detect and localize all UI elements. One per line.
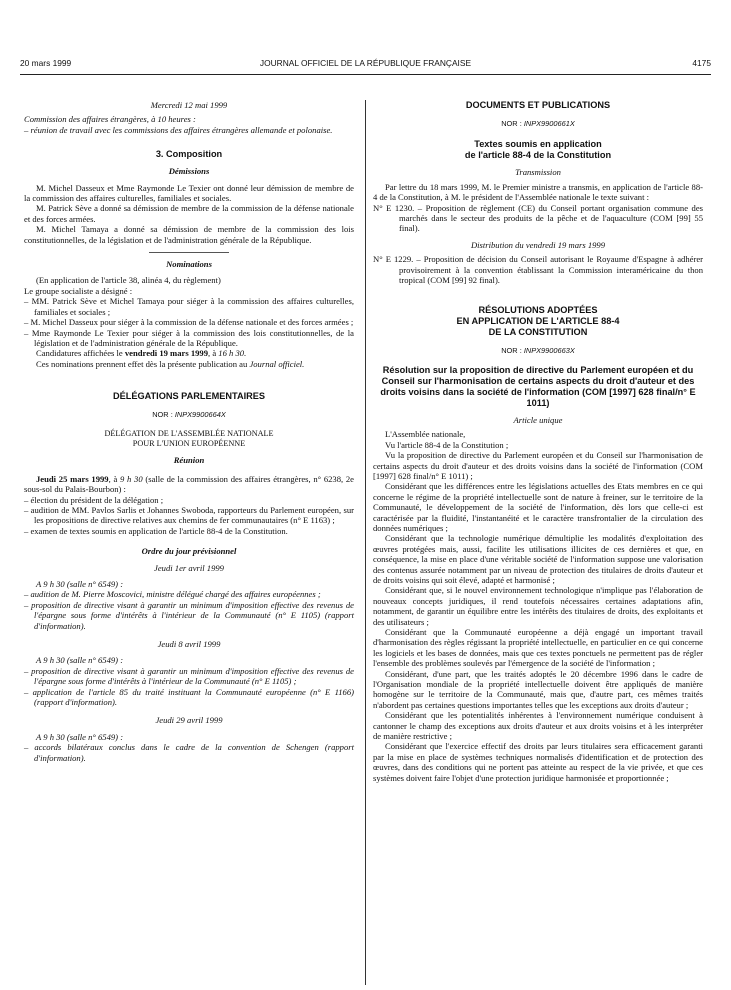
nominations-group: Le groupe socialiste a désigné :	[24, 285, 133, 296]
article-unique: Article unique	[513, 414, 563, 425]
delegations-heading: DÉLÉGATIONS PARLEMENTAIRES	[112, 391, 266, 402]
reunion-date-line: Jeudi 25 mars 1999, à 9 h 30 (salle de la commission des affaires étrangères, n° 6238, 2e sous-sol du Palais-Bourbon) :	[24, 473, 354, 495]
resolution-paragraph: Considérant que la Communauté européenne a déjà engagé un important travail d'harmonisation des règles régissant la propriété intellectuelle, en particulier en ce qui concerne les logiciels et les bases de données, mais que ces textes ponctuels ne permettent pas de régler l'ensemble des problèmes soulevés par l'émergence de la société de l'information ;	[373, 627, 703, 669]
transmission-paragraph: Par lettre du 18 mars 1999, M. le Premier ministre a transmis, en application de l'article 88-4 de la Constitution, à M. le président de l'Assemblée nationale le texte suivant :	[373, 181, 703, 203]
agenda-item: – proposition de directive visant à garantir un minimum d'imposition effective des revenus de l'épargne sous forme d'intérêts à l'intérieur de la Communauté (n° E 1105) (rapport d'information).	[24, 599, 354, 631]
reunion-heading: Réunion	[173, 455, 205, 466]
page-header	[20, 58, 711, 70]
page-number: 4175	[692, 58, 711, 68]
reunion-item: – élection du président de la délégation ;	[24, 494, 164, 505]
column-divider	[365, 100, 366, 985]
agenda-time: A 9 h 30 (salle n° 6549) :	[36, 579, 124, 589]
nomination-item: – M. Michel Dasseux pour siéger à la commission de la défense nationale et des forces armées ;	[24, 317, 354, 328]
separator	[149, 252, 229, 253]
resolution-paragraph: L'Assemblée nationale,	[385, 429, 466, 440]
agenda-item: – audition de M. Pierre Moscovici, ministre délégué chargé des affaires européennes ;	[24, 589, 321, 600]
resolution-paragraph: Considérant, d'une part, que les traités adoptés le 20 décembre 1996 dans le cadre de l'Organisation mondiale de la propriété intellectuelle doivent être appliqués de manière homogène sur le territoire de la Communauté, mais que, d'autre part, ces mêmes traités n'abordent pas certaines questions importantes telles que les exceptions aux droits d'auteur ;	[373, 668, 703, 710]
reunion-item: – audition de MM. Pavlos Sarlis et Johannes Swoboda, rapporteurs du Parlement européen, sur les propositions de directive relatives aux chemins de fer communautaires (n° E 1163) ;	[24, 504, 354, 526]
effet-line: Ces nominations prennent effet dès la présente publication au Journal officiel.	[36, 358, 305, 369]
resolutions-heading-1: RÉSOLUTIONS ADOPTÉES	[478, 305, 598, 316]
issue-date: 20 mars 1999	[20, 58, 72, 68]
nor-reference: NOR : INPX9900661X	[501, 119, 575, 128]
resolution-paragraph: Vu l'article 88-4 de la Constitution ;	[385, 439, 509, 450]
delegation-title-2: POUR L'UNION EUROPÉENNE	[132, 438, 246, 448]
demission-paragraph: M. Michel Dasseux et Mme Raymonde Le Texier ont donné leur démission de membre de la commission des affaires culturelles, familiales et sociales.	[24, 182, 354, 204]
transmission-heading: Transmission	[515, 167, 561, 178]
agenda-item: – proposition de directive visant à garantir un minimum d'imposition effective des revenus de l'épargne sous forme d'intérêts à l'intérieur de la Communauté (n° E 1105) ;	[24, 665, 354, 687]
nomination-item: – Mme Raymonde Le Texier pour siéger à la commission des lois constitutionnelles, de la législation et de l'administration générale de la République.	[24, 327, 354, 348]
agenda-item: – accords bilatéraux conclus dans le cadre de la convention de Schengen (rapport d'information).	[24, 742, 354, 763]
resolutions-heading-3: DE LA CONSTITUTION	[488, 327, 588, 338]
nor-reference: NOR : INPX9900664X	[152, 410, 226, 420]
meeting-date: Mercredi 12 mai 1999	[150, 100, 228, 110]
resolution-title: Résolution sur la proposition de directive du Parlement européen et du Conseil sur l'harmonisation de certains aspects du droit d'auteur et des droits voisins dans la société de l'information (COM [1997] 628 final/n° E 1011)	[380, 364, 696, 408]
odj-heading: Ordre du jour prévisionnel	[141, 546, 237, 557]
nor-reference: NOR : INPX9900663X	[501, 346, 575, 356]
delegation-title-1: DÉLÉGATION DE L'ASSEMBLÉE NATIONALE	[104, 428, 274, 438]
resolution-paragraph: Vu la proposition de directive du Parlement européen et du Conseil sur l'harmonisation de certains aspects du droit d'auteur et des droits voisins dans la société de l'information (COM [1997] 628 final/n° E 1011) ;	[373, 450, 703, 481]
resolutions-heading-2: EN APPLICATION DE L'ARTICLE 88-4	[456, 316, 620, 327]
resolution-paragraph: Considérant que l'exercice effectif des droits par leurs titulaires sera efficacement garanti par la mise en place de systèmes techniques normalisés d'identification et de protection des œuvres, dans des conditions qui ne portent pas atteinte au respect de la vie privée, et que ces systèmes doivent faire l'objet d'une protection juridique harmonisée et proportionnée ;	[373, 741, 703, 783]
distribution-heading: Distribution du vendredi 19 mars 1999	[470, 239, 606, 250]
distribution-item: N° E 1229. – Proposition de décision du Conseil autorisant le Royaume d'Espagne à adhérer provisoirement à la convention établissant la Commission interaméricaine du thon tropical (COM [99] 92 final).	[373, 254, 703, 286]
resolution-paragraph: Considérant que, si le nouvel environnement technologique n'implique pas l'élaboration de nouveaux concepts juridiques, il rend toutefois nécessaires certaines adaptations afin, notamment, de garantir un équilibre entre les intérêts des titulaires de droits, des exploitants et des utilisateurs ;	[373, 585, 703, 627]
nominations-intro: (En application de l'article 38, alinéa 4, du règlement)	[36, 275, 221, 286]
left-column	[24, 100, 354, 763]
reunion-item: – examen de textes soumis en application de l'article 88-4 de la Constitution.	[24, 525, 288, 536]
journal-title: JOURNAL OFFICIEL DE LA RÉPUBLIQUE FRANÇAISE	[259, 58, 472, 68]
textes-heading-2: de l'article 88-4 de la Constitution	[464, 150, 612, 161]
documents-heading: DOCUMENTS ET PUBLICATIONS	[465, 100, 611, 110]
agenda-item: – application de l'article 85 du traité instituant la Communauté européenne (n° E 1166) (rapport d'information).	[24, 686, 354, 708]
resolution-paragraph: Considérant que les potentialités inhérentes à l'environnement numérique conduisent à cantonner le champ des exceptions aux droits d'auteur et aux droits voisins et à les interpréter de manière restrictive ;	[373, 710, 703, 742]
resolution-paragraph: Considérant que la technologie numérique démultiplie les modalités d'exploitation des œuvres protégées mais, aussi, facilite les utilisations illicites de ces dernières et que, en conséquence, la mise en place d'une véritable société de l'information suppose une valorisation des contenus assurée notamment par un niveau de protection des titulaires de droits d'auteur et de droits voisins qui soit élevé, adapté et harmonisé ;	[373, 533, 703, 585]
candidatures-line: Candidatures affichées le vendredi 19 mars 1999, à 16 h 30.	[36, 348, 247, 359]
agenda-date: Jeudi 1er avril 1999	[154, 562, 224, 573]
agenda-time: A 9 h 30 (salle n° 6549) :	[36, 655, 124, 666]
meeting-commission: Commission des affaires étrangères, à 10 heures :	[24, 114, 196, 125]
demissions-heading: Démissions	[168, 166, 210, 177]
nomination-item: – MM. Patrick Sève et Michel Tamaya pour siéger à la commission des affaires culturelles, familiales et sociales ;	[24, 296, 354, 317]
transmission-item: N° E 1230. – Proposition de règlement (CE) du Conseil portant organisation commune des marchés dans le secteur des produits de la pêche et de l'aquaculture (COM [99] 55 final).	[373, 202, 703, 234]
meeting-item: – réunion de travail avec les commissions des affaires étrangères allemande et polonaise.	[24, 124, 333, 135]
resolution-paragraph: Considérant que les différences entre les législations actuelles des Etats membres en ce qui concerne le régime de la propriété intellectuelle sont de nature à freiner, sur le territoire de la Communauté, le développement de la société de l'information, dès lors que celle-ci est caractérisée par la fluidité, l'instantanéité et le caractère transfrontalier de la circulation des données numériques ;	[373, 481, 703, 533]
agenda-date: Jeudi 29 avril 1999	[155, 715, 223, 726]
nominations-heading: Nominations	[166, 259, 212, 270]
agenda-time: A 9 h 30 (salle n° 6549) :	[36, 731, 124, 742]
demission-paragraph: M. Patrick Sève a donné sa démission de membre de la commission de la défense nationale et des forces armées.	[24, 203, 354, 224]
demission-paragraph: M. Michel Tamaya a donné sa démission de membre de la commission des lois constitutionnelles, de la législation et de l'administration générale de la République.	[24, 224, 354, 245]
right-column	[373, 100, 703, 783]
textes-heading-1: Textes soumis en application	[474, 139, 602, 150]
composition-heading: 3. Composition	[155, 149, 223, 160]
header-rule	[20, 74, 711, 75]
agenda-date: Jeudi 8 avril 1999	[157, 639, 221, 650]
